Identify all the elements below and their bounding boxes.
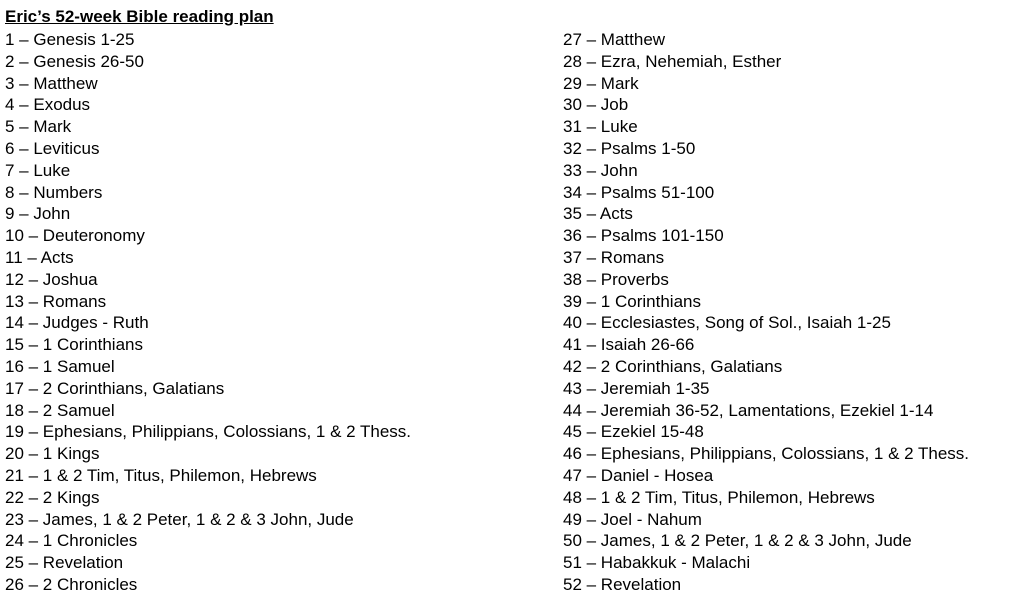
reading-week-item: 25 – Revelation [5, 553, 124, 573]
reading-week-item: 27 – Matthew [563, 30, 666, 49]
reading-week-item: 42 – 2 Corinthians, Galatians [563, 356, 783, 376]
reading-week-item: 28 – Ezra, Nehemiah, Esther [563, 51, 782, 71]
reading-week-item: 21 – 1 & 2 Tim, Titus, Philemon, Hebrews [5, 465, 317, 485]
reading-week-item: 9 – John [5, 204, 71, 224]
reading-week-item: 1 – Genesis 1-25 [5, 30, 135, 49]
reading-week-item: 15 – 1 Corinthians [5, 335, 143, 355]
reading-week-item: 10 – Deuteronomy [5, 226, 145, 246]
reading-week-item: 29 – Mark [563, 73, 639, 93]
reading-week-item: 11 – Acts [5, 247, 74, 267]
reading-week-item: 23 – James, 1 & 2 Peter, 1 & 2 & 3 John, Jude [5, 509, 354, 529]
reading-week-item: 44 – Jeremiah 36-52, Lamentations, Ezekiel 1-14 [563, 400, 934, 420]
reading-week-item: 12 – Joshua [5, 269, 98, 289]
weeks-column-left [5, 29, 411, 596]
reading-week-item: 49 – Joel - Nahum [563, 509, 702, 529]
reading-week-item: 37 – Romans [563, 247, 665, 267]
reading-week-item: 41 – Isaiah 26-66 [563, 335, 695, 355]
reading-week-item: 46 – Ephesians, Philippians, Colossians, 1 & 2 Thess. [563, 444, 970, 464]
reading-week-item: 34 – Psalms 51-100 [563, 182, 715, 202]
reading-week-item: 33 – John [563, 160, 638, 180]
reading-week-item: 8 – Numbers [5, 182, 103, 202]
reading-week-item: 4 – Exodus [5, 95, 91, 115]
reading-week-item: 3 – Matthew [5, 73, 98, 93]
reading-week-item: 35 – Acts [563, 204, 633, 224]
reading-week-item: 43 – Jeremiah 1-35 [563, 378, 710, 398]
reading-week-item: 51 – Habakkuk - Malachi [563, 553, 751, 573]
reading-week-item: 5 – Mark [5, 117, 72, 137]
reading-week-item: 31 – Luke [563, 117, 638, 137]
reading-week-item: 7 – Luke [5, 160, 71, 180]
reading-week-item: 24 – 1 Chronicles [5, 531, 138, 551]
reading-week-item: 50 – James, 1 & 2 Peter, 1 & 2 & 3 John, Jude [563, 531, 912, 551]
reading-week-item: 20 – 1 Kings [5, 444, 100, 464]
reading-week-item: 48 – 1 & 2 Tim, Titus, Philemon, Hebrews [563, 487, 875, 507]
reading-week-item: 22 – 2 Kings [5, 487, 100, 507]
reading-week-item: 36 – Psalms 101-150 [563, 226, 724, 246]
reading-week-item: 32 – Psalms 1-50 [563, 138, 696, 158]
reading-week-item: 19 – Ephesians, Philippians, Colossians, 1 & 2 Thess. [5, 422, 412, 442]
reading-week-item: 26 – 2 Chronicles [5, 574, 138, 594]
reading-week-item: 47 – Daniel - Hosea [563, 465, 714, 485]
reading-week-item: 18 – 2 Samuel [5, 400, 115, 420]
reading-week-item: 2 – Genesis 26-50 [5, 51, 144, 71]
reading-week-item: 45 – Ezekiel 15-48 [563, 422, 704, 442]
reading-week-item: 17 – 2 Corinthians, Galatians [5, 378, 225, 398]
reading-week-item: 39 – 1 Corinthians [563, 291, 701, 311]
reading-week-item: 30 – Job [563, 95, 629, 115]
plan-title: Eric’s 52-week Bible reading plan [5, 7, 274, 26]
reading-week-item: 40 – Ecclesiastes, Song of Sol., Isaiah 1-25 [563, 313, 891, 333]
reading-week-item: 52 – Revelation [563, 574, 682, 594]
reading-week-item: 13 – Romans [5, 291, 107, 311]
reading-week-item: 6 – Leviticus [5, 138, 100, 158]
reading-week-item: 38 – Proverbs [563, 269, 669, 289]
reading-week-item: 14 – Judges - Ruth [5, 313, 149, 333]
reading-week-item: 16 – 1 Samuel [5, 356, 115, 376]
weeks-column-right [563, 29, 969, 596]
